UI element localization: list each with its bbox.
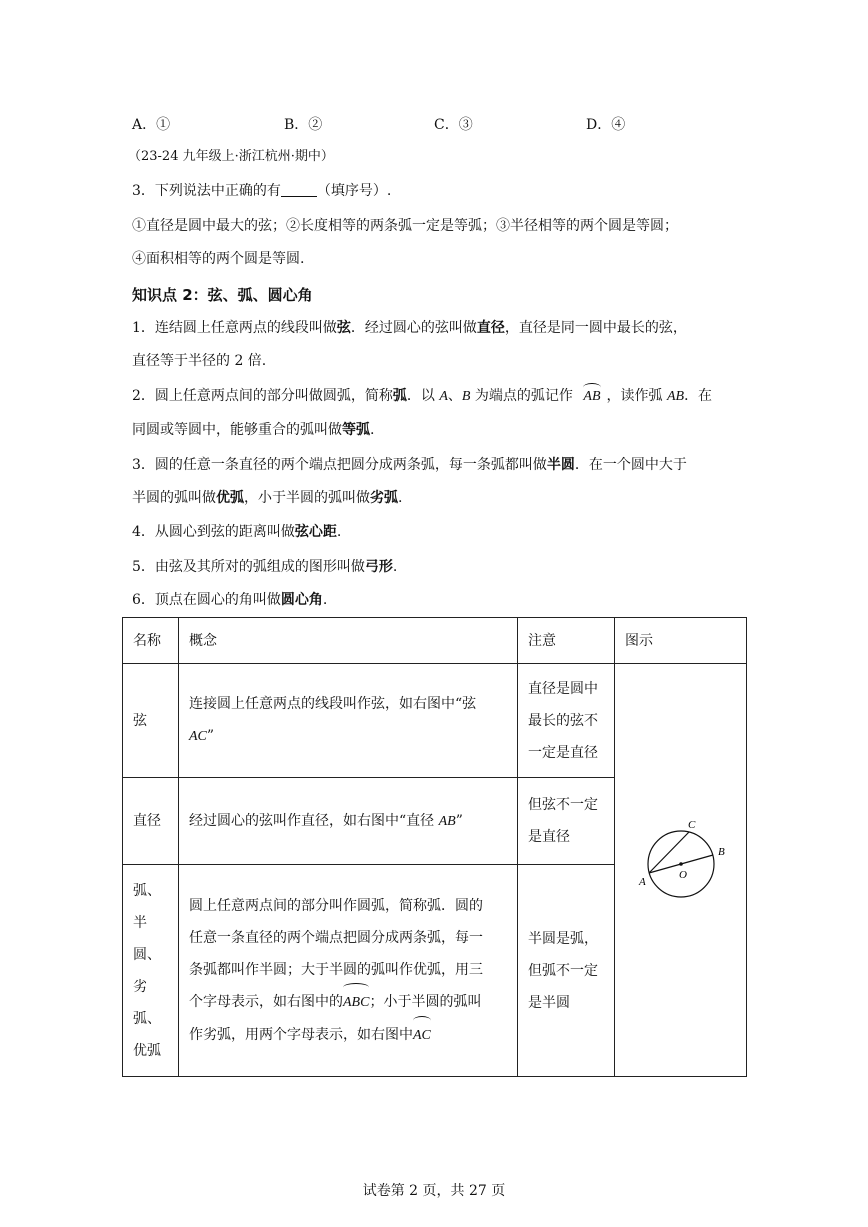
circle-figure-cell (615, 664, 747, 1077)
page-footer: 试卷第 2 页，共 27 页 (362, 1183, 506, 1199)
point-5: 5．由弦及其所对的弧组成的图形叫做弓形. (132, 559, 398, 575)
point-1-line1: 1．连结圆上任意两点的线段叫做弦．经过圆心的弦叫做直径，直径是同一圆中最长的弦， (132, 320, 687, 336)
section-title: 知识点 2：弦、弧、圆心角 (132, 286, 313, 304)
question-3-stem: 3．下列说法中正确的有 （填序号）. (132, 183, 392, 199)
question-3-line2: ④面积相等的两个圆是等圆. (132, 251, 305, 267)
row-concept: 连接圆上任意两点的线段叫作弦，如右图中“弦 AC” (179, 664, 518, 778)
label-o: O (678, 869, 687, 881)
point-2-line1: 2．圆上任意两点间的部分叫做圆弧，简称弧．以 A、B 为端点的弧记作 AB ，读作弧 AB．在 (132, 386, 712, 407)
row-note: 但弦不一定 是直径 (518, 778, 615, 865)
point-6: 6．顶点在圆心的角叫做圆心角. (132, 592, 328, 608)
center-point (679, 862, 683, 866)
row-name: 弧、半 圆、 劣弧、 优弧 (123, 865, 179, 1077)
table-row-chord (123, 664, 747, 778)
option-d: D．④ (586, 117, 626, 133)
row-note: 半圆是弧， 但弧不一定 是半圆 (518, 865, 615, 1077)
label-b: B (717, 846, 725, 858)
header-concept: 概念 (179, 618, 518, 664)
point-4: 4．从圆心到弦的距离叫做弦心距. (132, 524, 342, 540)
header-note: 注意 (518, 618, 615, 664)
header-name: 名称 (123, 618, 179, 664)
option-b: B．② (284, 117, 323, 133)
point-3-line2: 半圆的弧叫做优弧，小于半圆的弧叫做劣弧. (132, 490, 403, 506)
point-1-line2: 直径等于半径的 2 倍. (132, 353, 267, 369)
answer-blank (281, 182, 317, 197)
arc-ab-notation: AB (583, 387, 600, 407)
question-source: （23-24 九年级上·浙江杭州·期中） (128, 149, 334, 164)
label-c: C (687, 819, 695, 831)
circle-diagram (626, 809, 736, 919)
point-2-line2: 同圆或等圆中，能够重合的弧叫做等弧. (132, 422, 375, 438)
point-3-line1: 3．圆的任意一条直径的两个端点把圆分成两条弧，每一条弧都叫做半圆．在一个圆中大于 (132, 457, 687, 473)
arc-ac-notation: AC (413, 1020, 431, 1052)
option-a: A．① (132, 117, 171, 133)
label-a: A (638, 876, 646, 888)
question-3-line1: ①直径是圆中最大的弦；②长度相等的两条弧一定是等弧；③半径相等的两个圆是等圆； (132, 218, 678, 234)
row-concept: 经过圆心的弦叫作直径，如右图中“直径 AB” (179, 778, 518, 865)
header-figure: 图示 (615, 618, 747, 664)
concept-table (122, 617, 747, 1077)
row-name: 弦 (123, 664, 179, 778)
table-header-row (123, 618, 747, 664)
arc-abc-notation: ABC (343, 987, 369, 1019)
row-note: 直径是圆中 最长的弦不 一定是直径 (518, 664, 615, 778)
option-c: C．③ (434, 117, 473, 133)
row-name: 直径 (123, 778, 179, 865)
row-concept: 圆上任意两点间的部分叫作圆弧，简称弧．圆的 任意一条直径的两个端点把圆分成两条弧，每一 条弧都叫作半圆；大于半圆的弧叫作优弧，用三 个字母表示，如右图中的ABC；小于半圆的弧叫 作劣弧，用两个字母表示，如右图中AC (179, 865, 518, 1077)
